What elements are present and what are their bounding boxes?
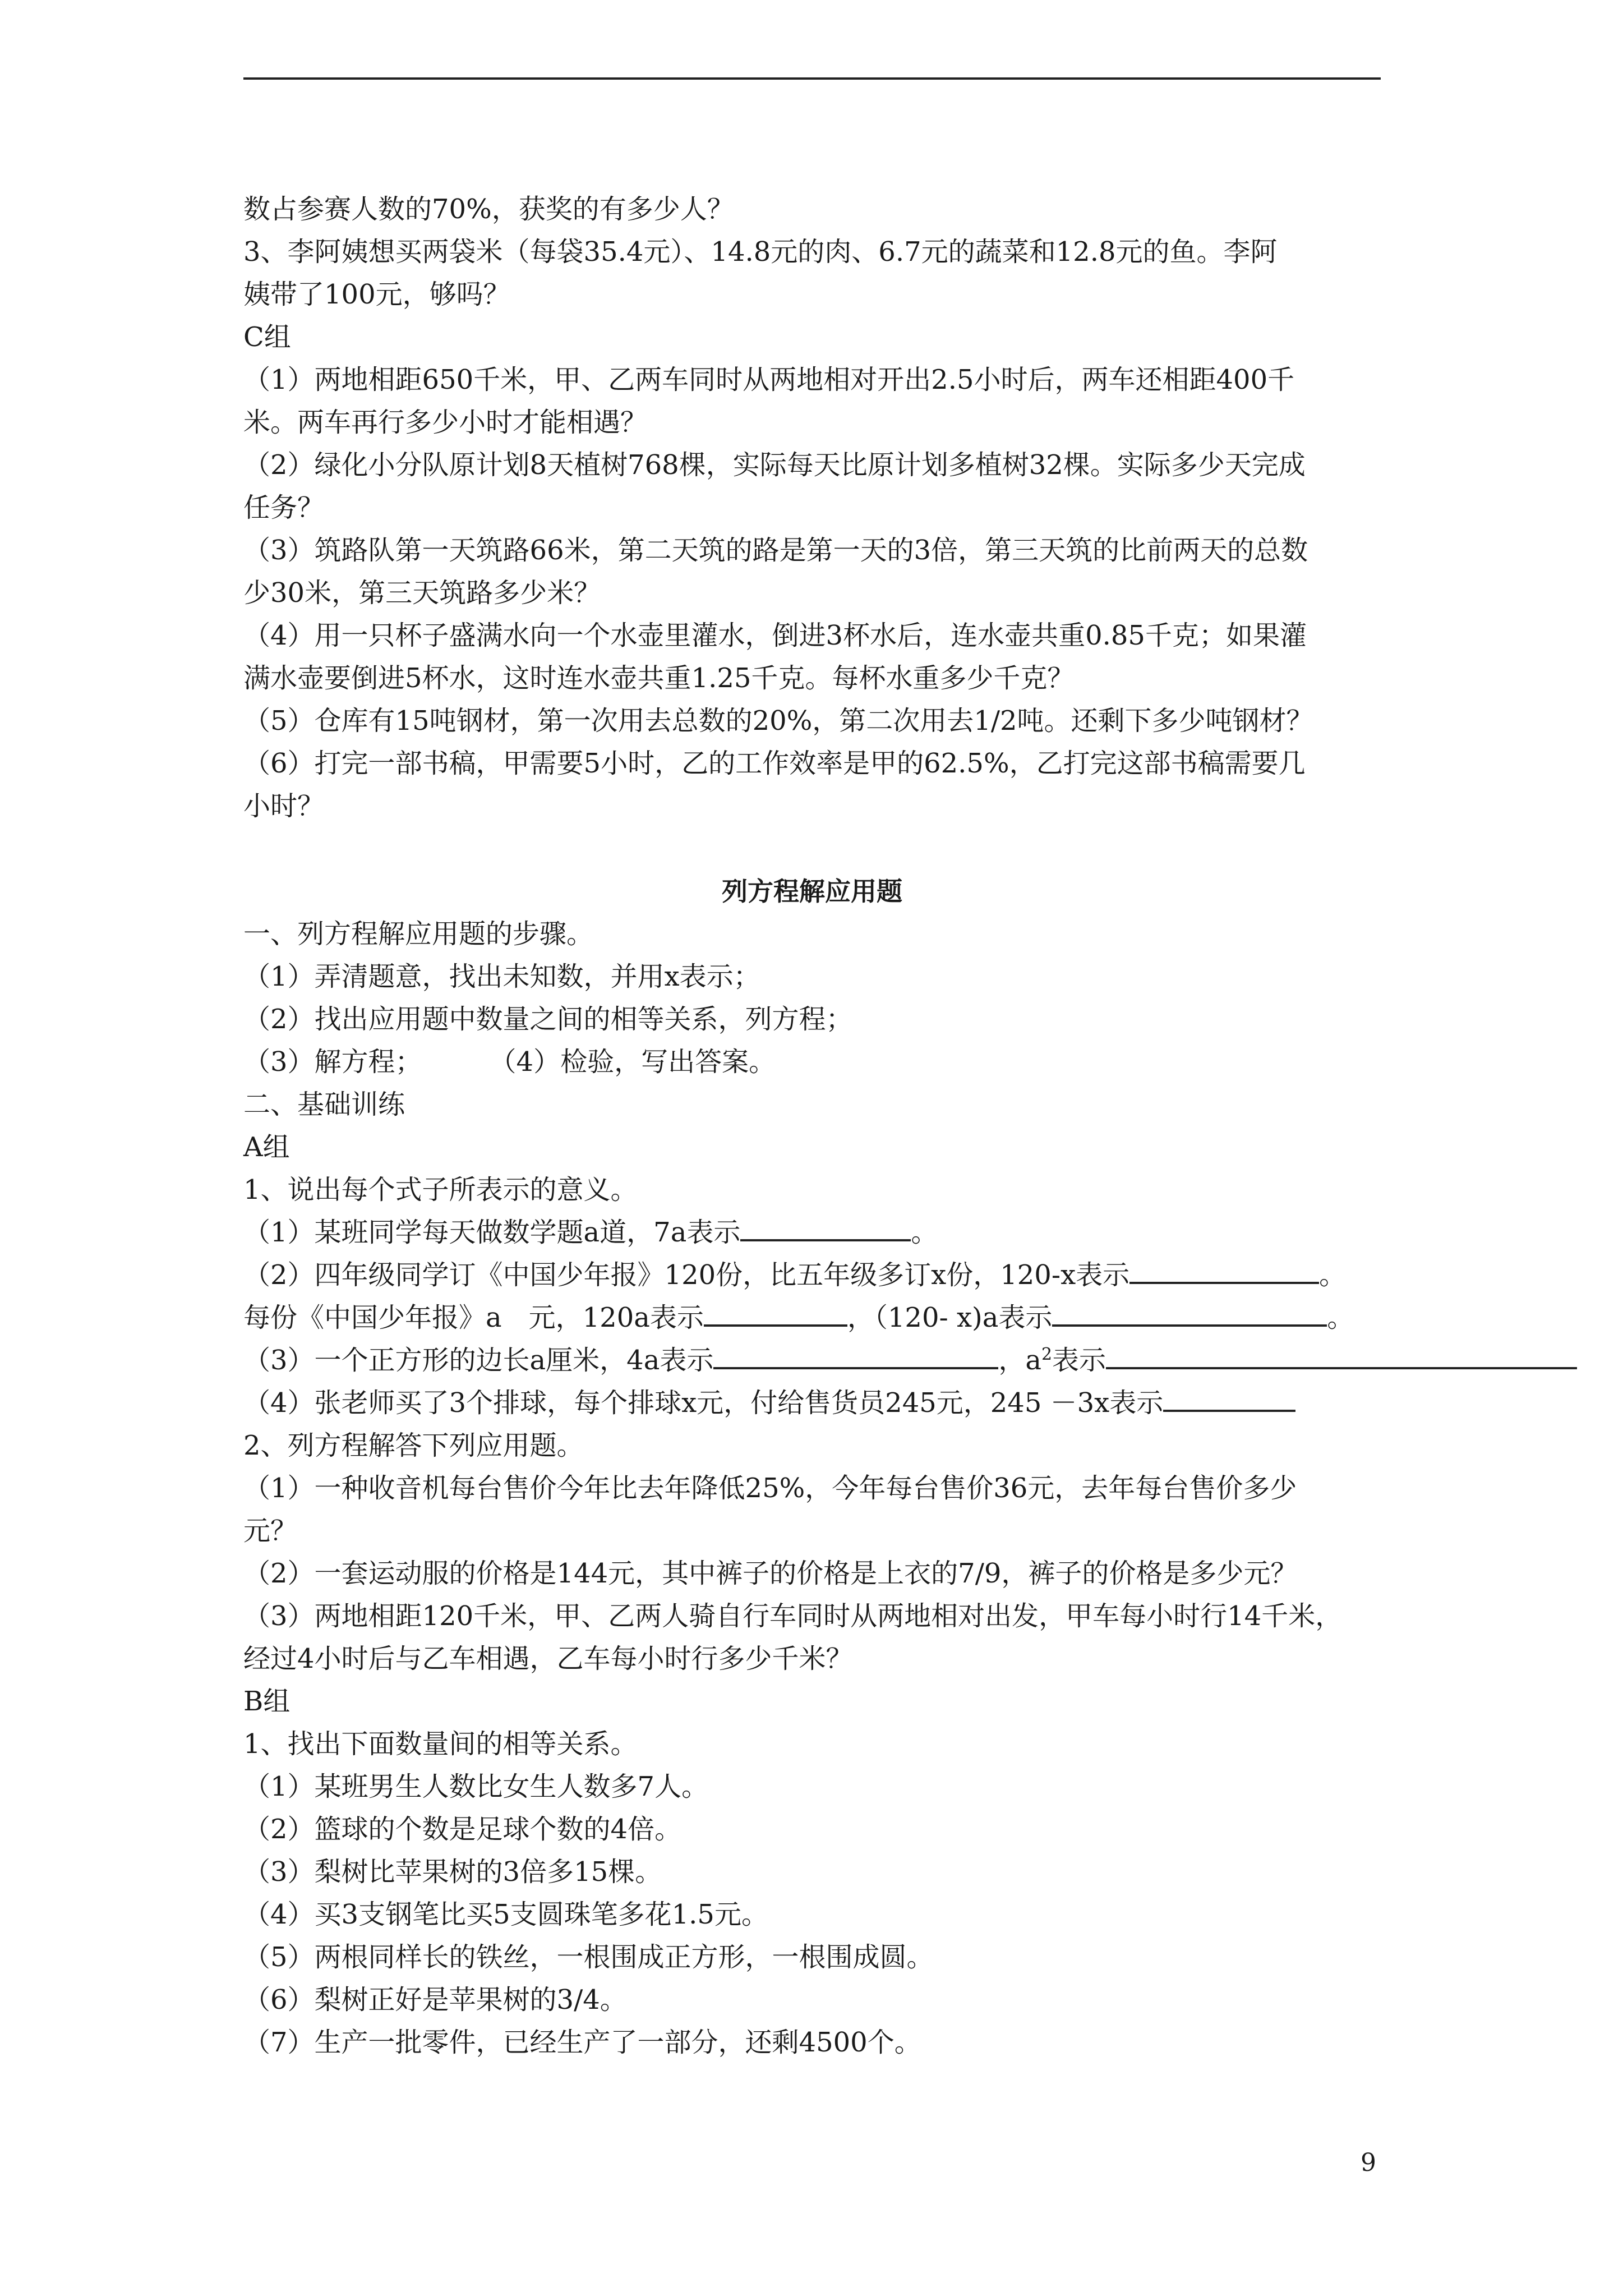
list-item: （7）生产一批零件，已经生产了一部分，还剩4500个。	[243, 2027, 921, 2058]
text-line: 米。两车再行多少小时才能相遇？	[243, 407, 648, 438]
text-line: 数占参赛人数的70%，获奖的有多少人？	[243, 194, 734, 225]
question-1-1: （1）某班同学每天做数学题a道，7a表示 。	[243, 1211, 1612, 1254]
list-item: （6）梨树正好是苹果树的3/4。	[243, 1984, 627, 2016]
group-label: A组	[243, 1131, 290, 1163]
answer-blank[interactable]	[1163, 1385, 1295, 1412]
text-line: 元？	[243, 1515, 298, 1547]
question-1-2-continued: 每份《中国少年报》a 元，120a表示 ，（120- x)a表示 。	[243, 1296, 1612, 1339]
answer-blank[interactable]	[1052, 1300, 1327, 1327]
text-line: 小时？	[243, 790, 325, 822]
section-title: 列方程解应用题	[722, 876, 902, 907]
answer-blank[interactable]	[704, 1300, 847, 1327]
text-line: （2）一套运动服的价格是144元，其中裤子的价格是上衣的7/9，裤子的价格是多少元？	[243, 1558, 1298, 1589]
answer-blank[interactable]	[740, 1214, 911, 1241]
question-1-3: （3）一个正方形的边长a厘米，4a表示 ，$a^2$表示	[243, 1339, 1612, 1382]
text-line: （6）打完一部书稿，甲需要5小时，乙的工作效率是甲的62.5%，乙打完这部书稿需要几	[243, 748, 1306, 779]
document-body	[243, 188, 1612, 2064]
text-line: （3）两地相距120千米，甲、乙两人骑自行车同时从两地相对出发，甲车每小时行14千米，	[243, 1600, 1343, 1632]
step-4: （4）检验，写出答案。	[489, 1046, 776, 1078]
answer-blank[interactable]	[1129, 1257, 1319, 1284]
list-item: （4）买3支钢笔比买5支圆珠笔多花1.5元。	[243, 1899, 768, 1930]
step-1: （1）弄清题意，找出未知数，并用x表示；	[243, 961, 760, 992]
text-line: 少30米，第三天筑路多少米？	[243, 577, 601, 609]
question-1-4: （4）张老师买了3个排球，每个排球x元，付给售货员245元，245 －3x表示	[243, 1382, 1612, 1424]
text-line: （1）一种收音机每台售价今年比去年降低25%，今年每台售价36元，去年每台售价多少	[243, 1473, 1297, 1504]
step-2: （2）找出应用题中数量之间的相等关系，列方程；	[243, 1004, 853, 1035]
list-item: （3）梨树比苹果树的3倍多15棵。	[243, 1856, 662, 1888]
question-b1: 1、找出下面数量间的相等关系。	[243, 1728, 638, 1760]
answer-blank[interactable]	[1106, 1342, 1577, 1369]
group-label: C组	[243, 321, 291, 353]
step-3: （3）解方程；	[243, 1046, 422, 1078]
header-rule	[243, 77, 1381, 80]
text-line: 满水壶要倒进5杯水，这时连水壶共重1.25千克。每杯水重多少千克？	[243, 662, 1075, 694]
text-line: 任务？	[243, 492, 325, 523]
list-item: （2）篮球的个数是足球个数的4倍。	[243, 1814, 682, 1845]
training-heading: 二、基础训练	[243, 1089, 405, 1120]
text-line: （3）筑路队第一天筑路66米，第二天筑的路是第一天的3倍，第三天筑的比前两天的总数	[243, 535, 1308, 566]
text-line: 姨带了100元，够吗？	[243, 279, 510, 310]
text-line: （2）绿化小分队原计划8天植树768棵，实际每天比原计划多植树32棵。实际多少天完成	[243, 449, 1306, 481]
steps-3-4	[243, 1041, 1612, 1083]
text-line: 经过4小时后与乙车相遇，乙车每小时行多少千米？	[243, 1643, 853, 1674]
list-item: （1）某班男生人数比女生人数多7人。	[243, 1771, 709, 1802]
page-number: 9	[1361, 2148, 1376, 2177]
question-1: 1、说出每个式子所表示的意义。	[243, 1174, 638, 1205]
answer-blank[interactable]	[713, 1342, 998, 1369]
text-line: （1）两地相距650千米，甲、乙两车同时从两地相对开出2.5小时后，两车还相距400千	[243, 364, 1295, 395]
text-line: （4）用一只杯子盛满水向一个水壶里灌水，倒进3杯水后，连水壶共重0.85千克；如果灌	[243, 620, 1307, 651]
list-item: （5）两根同样长的铁丝，一根围成正方形，一根围成圆。	[243, 1941, 934, 1973]
question-2: 2、列方程解答下列应用题。	[243, 1430, 584, 1461]
group-label: B组	[243, 1686, 291, 1717]
text-line: （5）仓库有15吨钢材，第一次用去总数的20%，第二次用去1/2吨。还剩下多少吨钢材？	[243, 705, 1313, 737]
text-line: 3、李阿姨想买两袋米（每袋35.4元）、14.8元的肉、6.7元的蔬菜和12.8元的鱼。李阿	[243, 236, 1278, 268]
question-1-2: （2）四年级同学订《中国少年报》120份，比五年级多订x份，120-x表示 。	[243, 1254, 1612, 1296]
steps-heading: 一、列方程解应用题的步骤。	[243, 918, 594, 950]
